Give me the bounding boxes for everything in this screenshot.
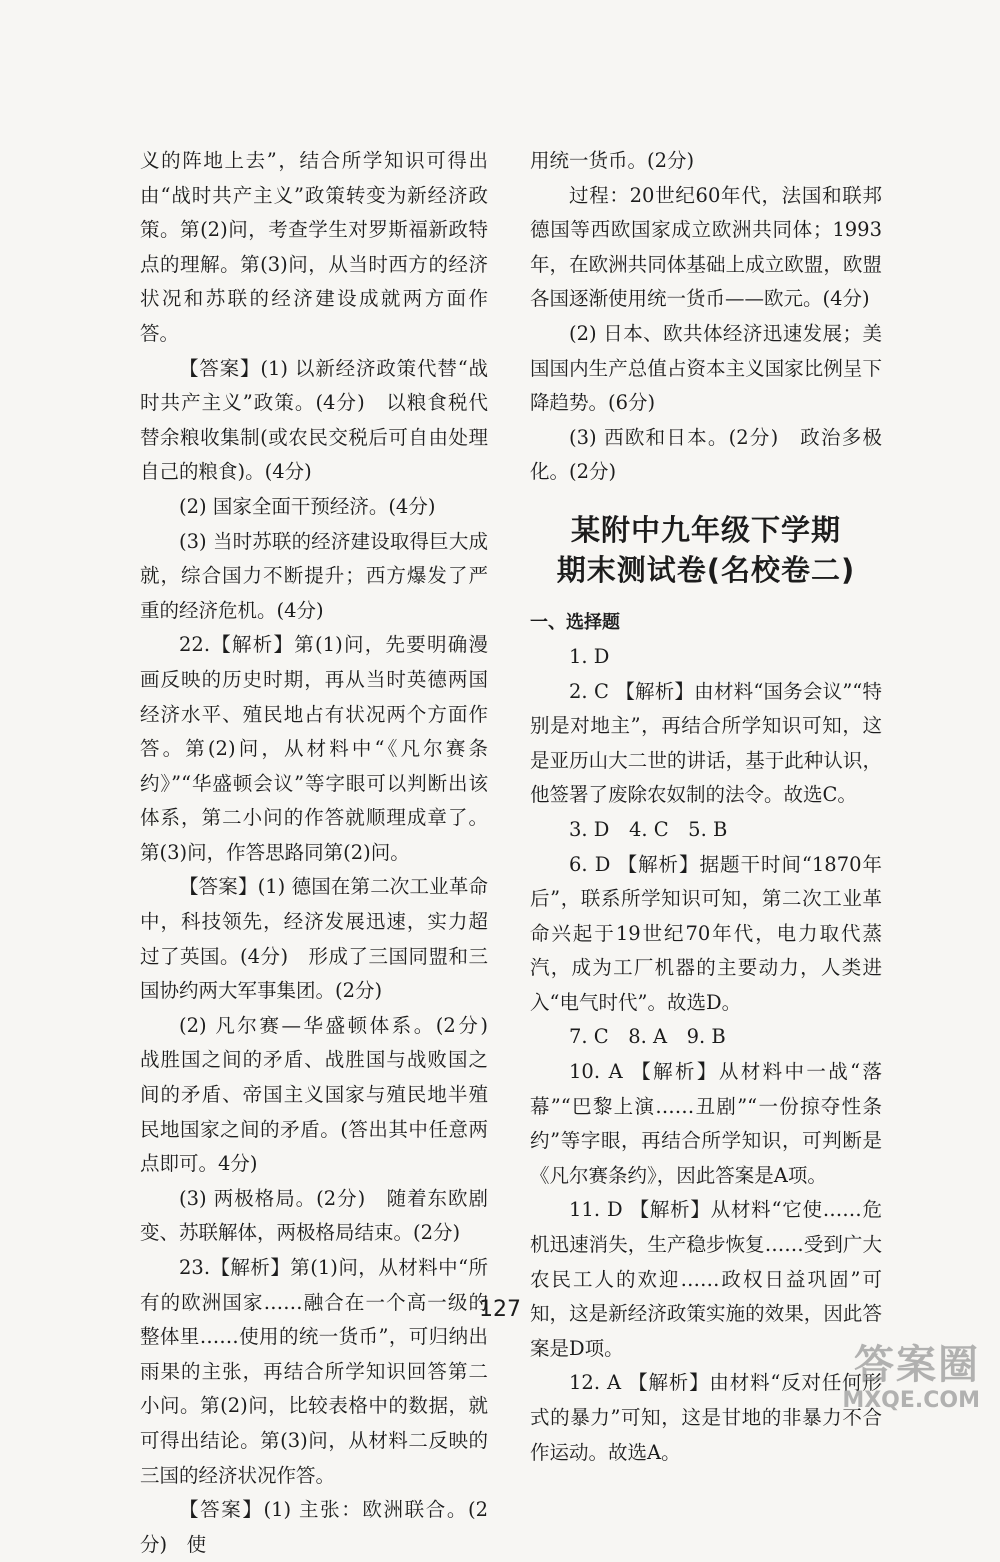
page-number: 127 bbox=[479, 1297, 521, 1322]
exam-title-line1: 某附中九年级下学期 bbox=[570, 512, 841, 547]
watermark-logo bbox=[830, 1333, 980, 1413]
paragraph: (2) 凡尔赛—华盛顿体系。(2分) 战胜国之间的矛盾、战胜国与战败国之间的矛盾、帝国主义国家与殖民地半殖民地国家之间的矛盾。(答出其中任意两点即可。4分) bbox=[140, 1013, 508, 1176]
paragraph: (2) 日本、欧共体经济迅速发展；美国国内生产总值占资本主义国家比例呈下降趋势。(6分) bbox=[530, 321, 882, 415]
paragraph: 7. C 8. A 9. B bbox=[569, 1025, 726, 1049]
paragraph: 用统一货币。(2分) bbox=[530, 149, 695, 172]
section-heading: 一、选择题 bbox=[530, 611, 620, 633]
paragraph: 6. D 【解析】据题干时间“1870年后”，联系所学知识可知，第二次工业革命兴起于19世纪70年代，电力取代蒸汽，成为工厂机器的主要动力，人类进入“电气时代”。故选D。 bbox=[530, 852, 882, 1014]
watermark-domain: MXQE.COM bbox=[842, 1388, 980, 1413]
paragraph: 过程：20世纪60年代，法国和联邦德国等西欧国家成立欧洲共同体；1993年，在欧洲共同体基础上成立欧盟，欧盟各国逐渐使用统一货币——欧元。(4分) bbox=[530, 183, 882, 311]
paragraph: 2. C 【解析】由材料“国务会议”“特别是对地主”，再结合所学知识可知，这是亚历山大二世的讲话，基于此种认识，他签署了废除农奴制的法令。故选C。 bbox=[530, 679, 882, 807]
paragraph: 3. D 4. C 5. B bbox=[569, 817, 728, 841]
paragraph: 义的阵地上去”，结合所学知识可得出由“战时共产主义”政策转变为新经济政策。第(2)问，考查学生对罗斯福新政特点的理解。第(3)问，从当时西方的经济状况和苏联的经济建设成就两方面作答。 bbox=[140, 149, 488, 345]
paragraph: 12. A 【解析】由材料“反对任何形式的暴力”可知，这是甘地的非暴力不合作运动。故选A。 bbox=[530, 1371, 882, 1464]
paragraph: 【答案】(1) 主张：欧洲联合。(2分) 使 bbox=[140, 1498, 488, 1556]
paragraph: 【答案】(1) 以新经济政策代替“战时共产主义”政策。(4分) 以粮食税代替余粮收集制(或农民交税后可自由处理自己的粮食)。(4分) bbox=[140, 356, 488, 484]
paragraph: 【答案】(1) 德国在第二次工业革命中，科技领先，经济发展迅速，实力超过了英国。(4分) 形成了三国同盟和三国协约两大军事集团。(2分) bbox=[140, 875, 488, 1003]
paragraph: (3) 西欧和日本。(2分) 政治多极化。(2分) bbox=[530, 425, 882, 484]
paragraph: 1. D bbox=[569, 644, 610, 668]
right-column bbox=[530, 144, 882, 1470]
exam-title-line2: 期末测试卷(名校卷二) bbox=[556, 552, 856, 587]
watermark-main: 答案圈 bbox=[854, 1342, 980, 1388]
paragraph: 22.【解析】第(1)问，先要明确漫画反映的历史时期，再从当时英德两国经济水平、殖民地占有状况两个方面作答。第(2)问，从材料中“《凡尔赛条约》”“华盛顿会议”等字眼可以判断出该体系，第二小问的作答就顺理成章了。第(3)问，作答思路同第(2)问。 bbox=[140, 633, 488, 864]
paragraph: (3) 当时苏联的经济建设取得巨大成就，综合国力不断提升；西方爆发了严重的经济危机。(4分) bbox=[140, 529, 488, 622]
paragraph: 10. A 【解析】从材料中一战“落幕”“巴黎上演……丑剧”“一份掠夺性条约”等字眼，再结合所学知识，可判断是《凡尔赛条约》，因此答案是A项。 bbox=[530, 1060, 882, 1187]
paragraph: (3) 两极格局。(2分) 随着东欧剧变、苏联解体，两极格局结束。(2分) bbox=[140, 1186, 488, 1245]
paragraph: (2) 国家全面干预经济。(4分) bbox=[179, 494, 436, 518]
paragraph: 23.【解析】第(1)问，从材料中“所有的欧洲国家……融合在一个高一级的整体里……使用的统一货币”，可归纳出雨果的主张，再结合所学知识回答第二小问。第(2)问，比较表格中的数据，就可得出结论。第(3)问，从材料二反映的三国的经济状况作答。 bbox=[140, 1256, 488, 1487]
paragraph: 11. D 【解析】从材料“它使……危机迅速消失，生产稳步恢复……受到广大农民工人的欢迎……政权日益巩固”可知，这是新经济政策实施的效果，因此答案是D项。 bbox=[530, 1198, 882, 1360]
